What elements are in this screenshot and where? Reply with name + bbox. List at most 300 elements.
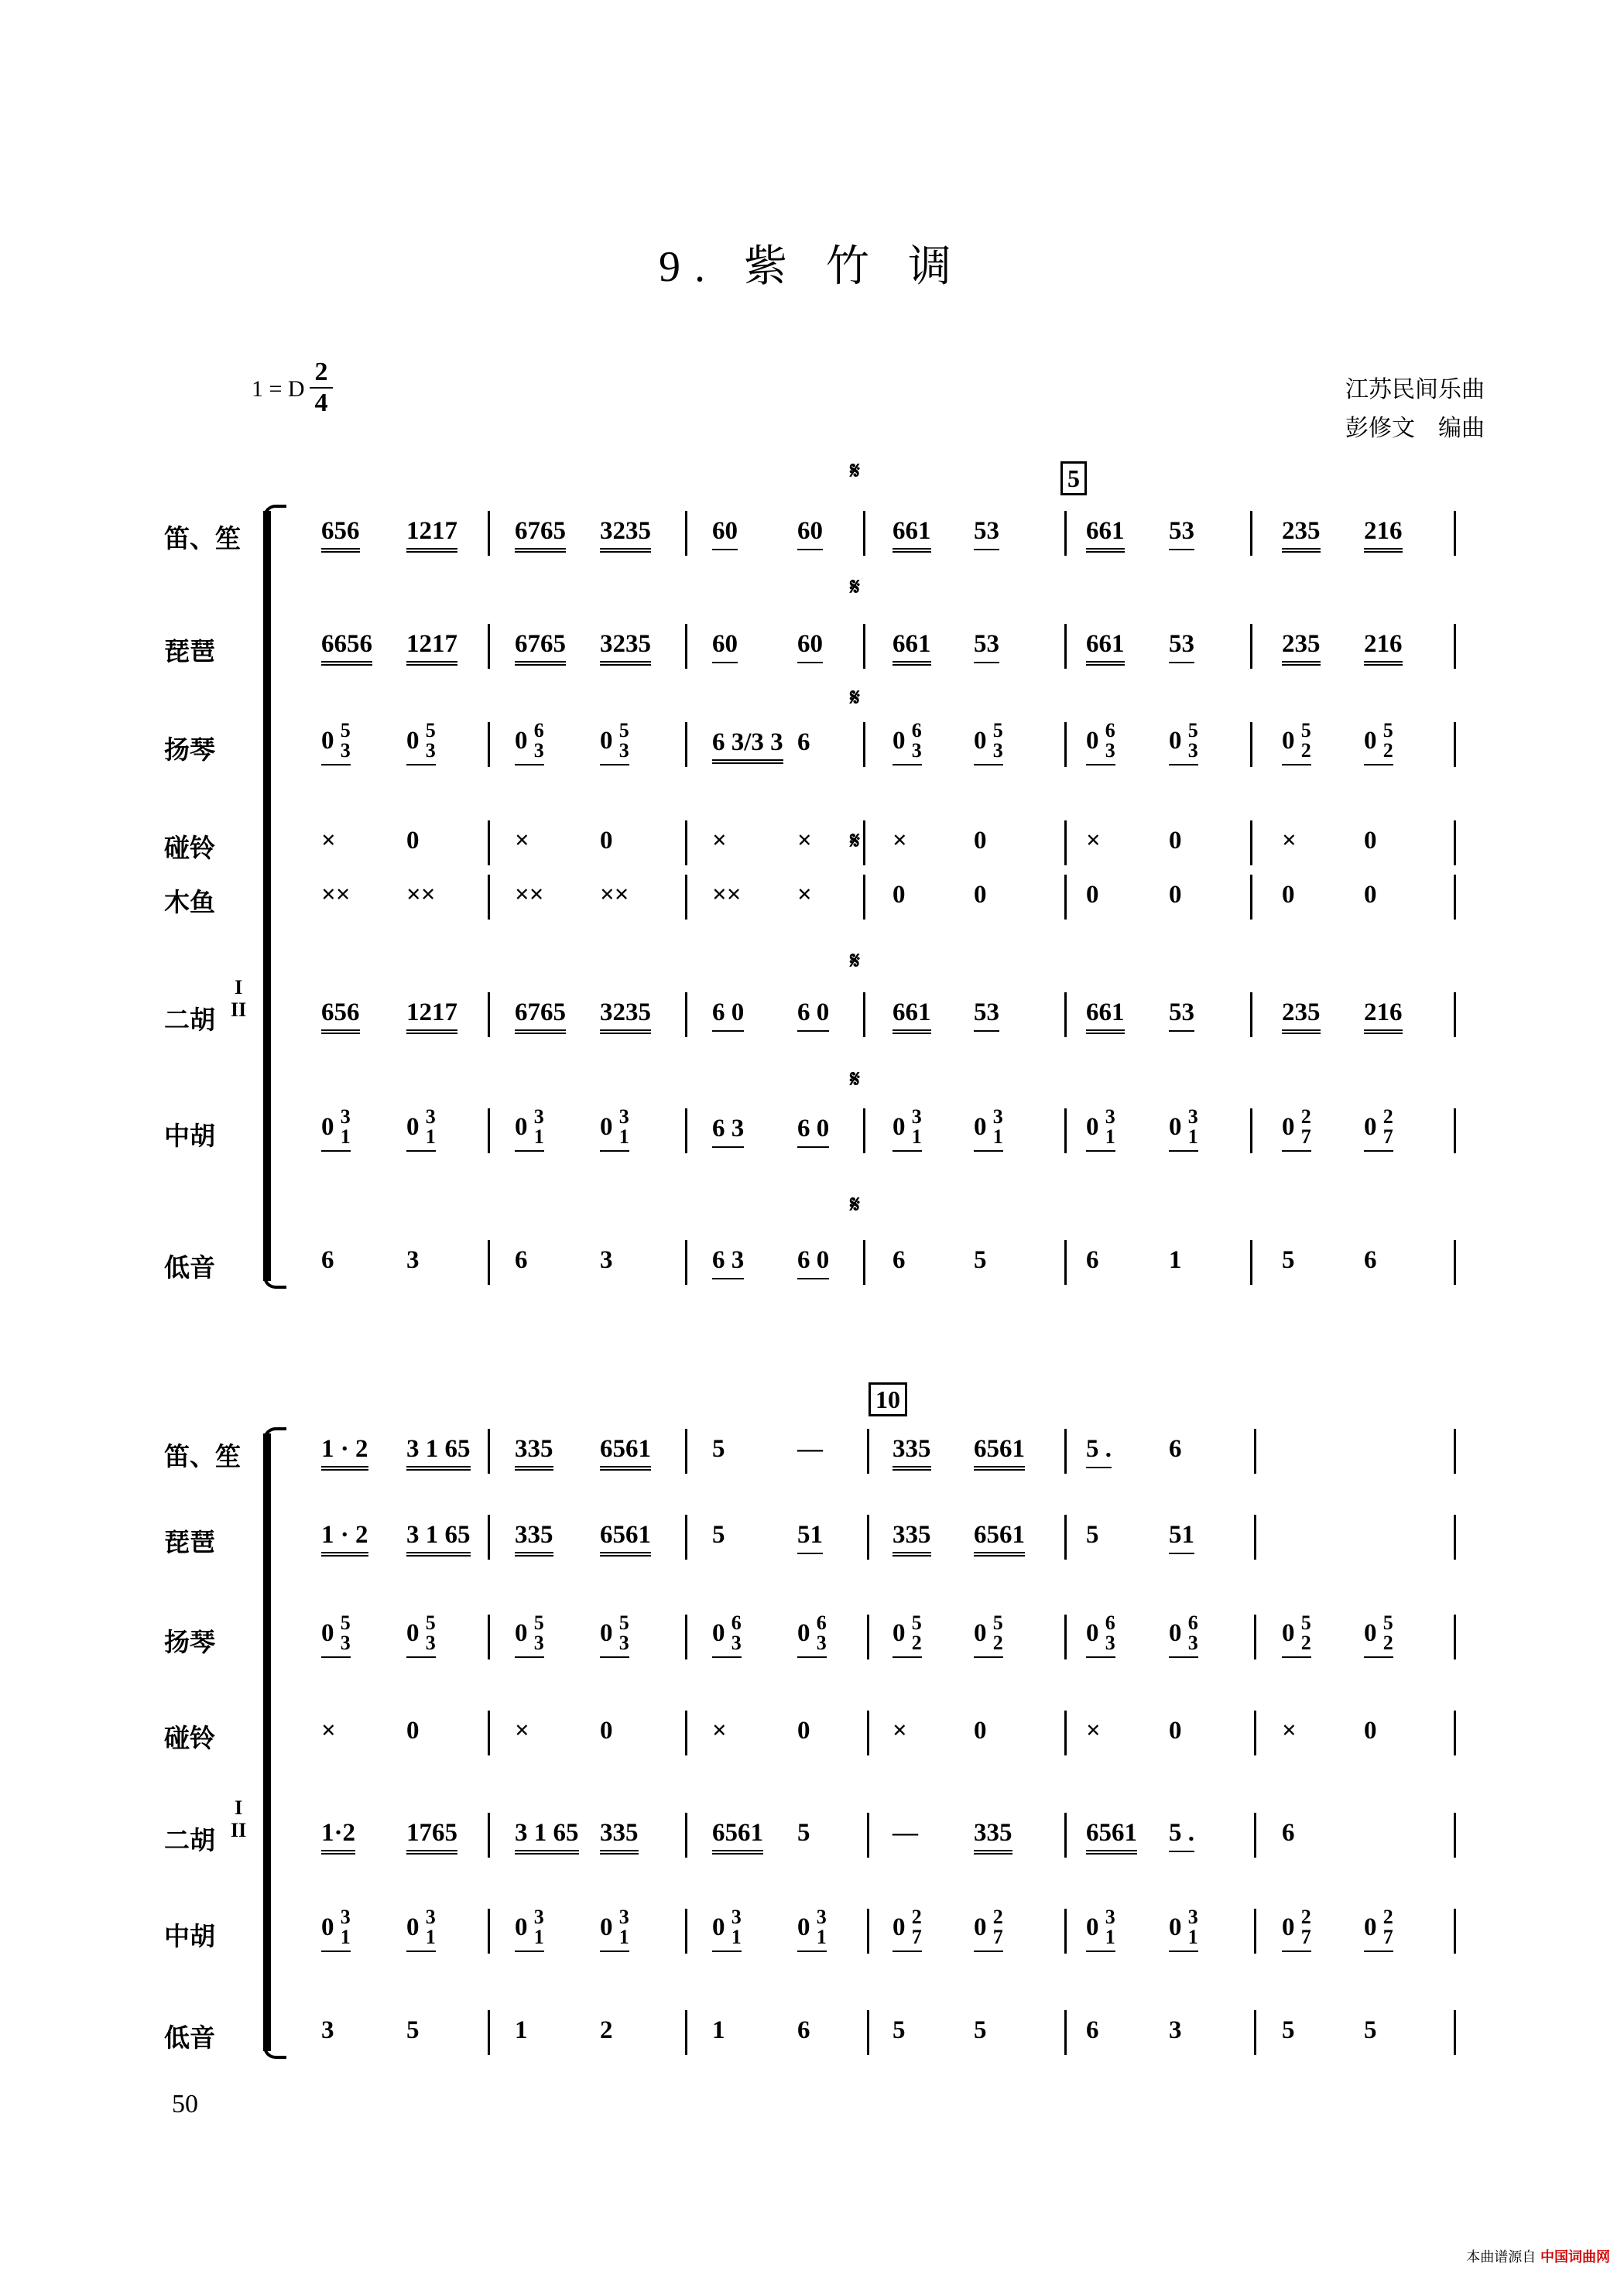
note-cell: 0 5 3 (321, 1613, 351, 1658)
note-cell: 5 (1282, 2016, 1295, 2044)
barline (863, 875, 865, 920)
barline (1454, 1711, 1456, 1755)
note-cell: 6561 (974, 1435, 1025, 1471)
barline (1254, 2010, 1256, 2055)
note-cell: 60 (712, 517, 738, 550)
note-cell: 0 3 1 (1169, 1107, 1198, 1152)
note-cell: 1 (515, 2016, 528, 2044)
note-cell: 5 (406, 2016, 420, 2044)
barline (685, 624, 687, 669)
note-cell: 6 0 (797, 1246, 829, 1279)
barline (488, 511, 490, 556)
note-cell: — (893, 1819, 918, 1847)
note-cell: 5 (974, 2016, 987, 2044)
note-cell: 6656 (321, 630, 372, 666)
instrument-label: 二胡 (164, 1005, 215, 1035)
barline (1064, 992, 1067, 1037)
page-number: 50 (172, 2090, 198, 2118)
note-cell: 5 . (1086, 1435, 1112, 1468)
note-cell: 53 (1169, 517, 1194, 550)
barline (1454, 722, 1456, 767)
note-cell: 0 (893, 881, 906, 909)
barline (1454, 820, 1456, 865)
note-cell: 0 3 1 (712, 1907, 742, 1952)
barline (685, 722, 687, 767)
note-cell: 656 (321, 998, 360, 1034)
barline (488, 1711, 490, 1755)
note-cell: 0 3 1 (974, 1107, 1003, 1152)
segno-mark: 𝄋 (850, 1192, 860, 1218)
note-cell: 60 (797, 630, 823, 663)
note-cell: × (321, 827, 336, 855)
instrument-label: 低音 (164, 1252, 215, 1283)
note-cell: 0 5 3 (1169, 721, 1198, 765)
barline (863, 1108, 865, 1153)
note-cell: 0 5 3 (600, 1613, 629, 1658)
note-cell: × (1282, 1717, 1297, 1745)
rehearsal-mark-10: 10 (869, 1382, 907, 1416)
note-cell: 0 (1364, 827, 1377, 855)
note-cell: 0 2 7 (1364, 1107, 1393, 1152)
note-cell: 0 3 1 (1169, 1907, 1198, 1952)
note-cell: 6765 (515, 998, 566, 1034)
note-cell: ×× (515, 881, 544, 909)
note-cell: 0 5 2 (974, 1613, 1003, 1658)
barline (1254, 1429, 1256, 1474)
note-cell: 0 5 2 (1282, 1613, 1311, 1658)
barline (863, 722, 865, 767)
barline (488, 1615, 490, 1659)
note-cell: × (1086, 1717, 1101, 1745)
note-cell: 0 5 2 (1364, 1613, 1393, 1658)
barline (1254, 1711, 1256, 1755)
barline (1254, 1515, 1256, 1560)
barline (685, 1615, 687, 1659)
note-cell: 0 6 3 (515, 721, 544, 765)
note-cell: 0 (974, 881, 987, 909)
part-numerals: I II (231, 1796, 247, 1841)
barline (1254, 1813, 1256, 1858)
note-cell: 3 1 65 (406, 1521, 471, 1557)
barline (1250, 624, 1252, 669)
note-cell: 6561 (600, 1435, 651, 1471)
barline (1454, 1515, 1456, 1560)
arranger-credit: 彭修文 编曲 (1345, 415, 1485, 442)
instrument-label: 扬琴 (164, 735, 215, 765)
note-cell: 0 (974, 827, 987, 855)
note-cell: 0 2 7 (893, 1907, 922, 1952)
barline (488, 624, 490, 669)
barline (1064, 1615, 1067, 1659)
note-cell: 5 . (1169, 1819, 1194, 1852)
note-cell: 0 6 3 (893, 721, 922, 765)
note-cell: 0 (974, 1717, 987, 1745)
barline (685, 820, 687, 865)
footer-watermark (1466, 2246, 1610, 2266)
barline (1250, 722, 1252, 767)
note-cell: 0 6 3 (1086, 721, 1115, 765)
barline (1250, 992, 1252, 1037)
note-cell: 3 1 65 (406, 1435, 471, 1471)
barline (685, 1240, 687, 1285)
note-cell: 0 (600, 827, 613, 855)
note-cell: 335 (515, 1435, 553, 1471)
note-cell: 0 3 1 (406, 1107, 436, 1152)
note-cell: 5 (1282, 1246, 1295, 1274)
note-cell: 0 (406, 1717, 420, 1745)
barline (1064, 2010, 1067, 2055)
barline (1064, 820, 1067, 865)
note-cell: 0 2 7 (1282, 1107, 1311, 1152)
barline (685, 875, 687, 920)
instrument-label: 琵琶 (164, 636, 215, 666)
note-cell: 5 (712, 1521, 725, 1549)
note-cell: 1 · 2 (321, 1521, 368, 1557)
instrument-label: 笛、笙 (164, 523, 241, 553)
barline (488, 1108, 490, 1153)
barline (867, 1909, 869, 1954)
instrument-label: 二胡 (164, 1825, 215, 1855)
note-cell: × (515, 1717, 529, 1745)
note-cell: 6 3/3 3 (712, 728, 783, 764)
note-cell: 3 (321, 2016, 334, 2044)
note-cell: ×× (712, 881, 742, 909)
bracket-hook-top (263, 505, 286, 517)
note-cell: 3 (600, 1246, 613, 1274)
note-cell: 0 5 3 (600, 721, 629, 765)
note-cell: × (893, 1717, 907, 1745)
barline (1454, 2010, 1456, 2055)
note-cell: 6 3 (712, 1246, 744, 1279)
note-cell: × (1282, 827, 1297, 855)
note-cell: 2 (600, 2016, 613, 2044)
barline (1064, 1108, 1067, 1153)
note-cell: 0 5 3 (515, 1613, 544, 1658)
instrument-label: 低音 (164, 2022, 215, 2053)
barline (1454, 1108, 1456, 1153)
barline (488, 1909, 490, 1954)
note-cell: 6561 (1086, 1819, 1137, 1855)
note-cell: 6561 (600, 1521, 651, 1557)
note-cell: 6 (797, 2016, 810, 2044)
note-cell: × (797, 827, 812, 855)
barline (867, 1615, 869, 1659)
instrument-label: 碰铃 (164, 1723, 215, 1753)
note-cell: 5 (797, 1819, 810, 1847)
note-cell: 0 5 3 (406, 721, 436, 765)
note-cell: 53 (1169, 630, 1194, 663)
note-cell: 6561 (974, 1521, 1025, 1557)
note-cell: 5 (712, 1435, 725, 1463)
note-cell: 335 (974, 1819, 1012, 1855)
barline (1250, 820, 1252, 865)
note-cell: 6 3 (712, 1115, 744, 1148)
note-cell: 1 (1169, 1246, 1182, 1274)
barline (488, 722, 490, 767)
barline (685, 1711, 687, 1755)
barline (685, 992, 687, 1037)
note-cell: 3 (1169, 2016, 1182, 2044)
note-cell: 216 (1364, 998, 1403, 1034)
instrument-label: 笛、笙 (164, 1441, 241, 1471)
note-cell: 6 (797, 728, 810, 756)
note-cell: × (1086, 827, 1101, 855)
note-cell: 6765 (515, 517, 566, 553)
note-cell: 0 3 1 (600, 1107, 629, 1152)
note-cell: 3235 (600, 630, 651, 666)
note-cell: 0 3 1 (515, 1107, 544, 1152)
note-cell: 0 2 7 (1364, 1907, 1393, 1952)
note-cell: 6 0 (797, 1115, 829, 1148)
note-cell: 335 (600, 1819, 639, 1855)
barline (1064, 875, 1067, 920)
note-cell: 6 (321, 1246, 334, 1274)
note-cell: 0 5 3 (321, 721, 351, 765)
note-cell: 0 3 1 (515, 1907, 544, 1952)
note-cell: ×× (600, 881, 629, 909)
segno-mark: 𝄋 (850, 948, 860, 974)
note-cell: 0 3 1 (797, 1907, 827, 1952)
note-cell: 60 (797, 517, 823, 550)
segno-mark: 𝄋 (850, 574, 860, 600)
barline (685, 1108, 687, 1153)
note-cell: 0 5 2 (1364, 721, 1393, 765)
barline (863, 1240, 865, 1285)
note-cell: 0 5 3 (974, 721, 1003, 765)
note-cell: 6 (1169, 1435, 1182, 1463)
segno-mark: 𝄋 (850, 1067, 860, 1092)
barline (488, 1515, 490, 1560)
system-bracket (263, 511, 271, 1281)
barline (1064, 1813, 1067, 1858)
bracket-hook-top (263, 1427, 286, 1440)
note-cell: 235 (1282, 630, 1321, 666)
note-cell: 6 0 (712, 998, 744, 1032)
note-cell: 5 (974, 1246, 987, 1274)
note-cell: 0 3 1 (893, 1107, 922, 1152)
note-cell: 6765 (515, 630, 566, 666)
note-cell: 3 (406, 1246, 420, 1274)
instrument-label: 琵琶 (164, 1527, 215, 1557)
note-cell: 335 (515, 1521, 553, 1557)
barline (1454, 1429, 1456, 1474)
barline (1250, 1240, 1252, 1285)
note-cell: 6 (1364, 1246, 1377, 1274)
note-cell: 0 2 7 (974, 1907, 1003, 1952)
barline (1454, 1813, 1456, 1858)
barline (685, 1515, 687, 1560)
note-cell: 0 3 1 (406, 1907, 436, 1952)
note-cell: 216 (1364, 630, 1403, 666)
note-cell: 0 3 1 (321, 1107, 351, 1152)
note-cell: 6 (1086, 1246, 1099, 1274)
barline (1064, 722, 1067, 767)
note-cell: 53 (974, 517, 999, 550)
note-cell: 661 (1086, 630, 1125, 666)
barline (1454, 1615, 1456, 1659)
barline (1454, 875, 1456, 920)
note-cell: 0 6 3 (797, 1613, 827, 1658)
barline (1454, 992, 1456, 1037)
note-cell: 6 (1282, 1819, 1295, 1847)
note-cell: 51 (1169, 1521, 1194, 1554)
instrument-label: 碰铃 (164, 833, 215, 863)
note-cell: 0 6 3 (1086, 1613, 1115, 1658)
barline (1250, 511, 1252, 556)
note-cell: 6 (515, 1246, 528, 1274)
barline (863, 511, 865, 556)
barline (1254, 1615, 1256, 1659)
note-cell: 0 (1169, 881, 1182, 909)
barline (685, 1813, 687, 1858)
note-cell: 1 (712, 2016, 725, 2044)
note-cell: 0 5 3 (406, 1613, 436, 1658)
note-cell: 5 (1086, 1521, 1099, 1549)
note-cell: 0 (1364, 881, 1377, 909)
note-cell: 0 (1169, 827, 1182, 855)
instrument-label: 中胡 (164, 1121, 215, 1151)
note-cell: 5 (1364, 2016, 1377, 2044)
barline (488, 1429, 490, 1474)
part-numerals: I II (231, 976, 247, 1021)
barline (488, 1813, 490, 1858)
note-cell: 0 5 2 (1282, 721, 1311, 765)
note-cell: 53 (974, 630, 999, 663)
barline (488, 992, 490, 1037)
page-title: 9. 紫 竹 调 (659, 243, 965, 291)
note-cell: 0 2 7 (1282, 1907, 1311, 1952)
note-cell: 0 6 3 (1169, 1613, 1198, 1658)
note-cell: 1217 (406, 517, 457, 553)
note-cell: × (893, 827, 907, 855)
note-cell: 1 · 2 (321, 1435, 368, 1471)
barline (867, 2010, 869, 2055)
rehearsal-mark-5: 5 (1060, 461, 1087, 495)
note-cell: 656 (321, 517, 360, 553)
note-cell: 0 3 1 (600, 1907, 629, 1952)
note-cell: 3235 (600, 517, 651, 553)
barline (1064, 624, 1067, 669)
origin-credit: 江苏民间乐曲 (1345, 376, 1485, 403)
note-cell: 1217 (406, 630, 457, 666)
key-signature: 1 = D (252, 376, 305, 402)
segno-mark: 𝄋 (850, 828, 860, 854)
note-cell: 0 (1086, 881, 1099, 909)
note-cell: — (797, 1435, 823, 1463)
note-cell: ×× (321, 881, 351, 909)
barline (1454, 1909, 1456, 1954)
footer-source: 本曲谱源自 (1466, 2249, 1537, 2266)
note-cell: 0 (1364, 1717, 1377, 1745)
note-cell: 60 (712, 630, 738, 663)
barline (863, 624, 865, 669)
instrument-label: 中胡 (164, 1921, 215, 1951)
note-cell: 51 (797, 1521, 823, 1554)
barline (1250, 875, 1252, 920)
note-cell: ×× (406, 881, 436, 909)
barline (685, 2010, 687, 2055)
note-cell: 0 (1282, 881, 1295, 909)
note-cell: 661 (1086, 517, 1125, 553)
barline (488, 2010, 490, 2055)
note-cell: 1765 (406, 1819, 457, 1855)
time-numerator: 2 (314, 358, 328, 386)
instrument-label: 扬琴 (164, 1627, 215, 1657)
barline (867, 1429, 869, 1474)
note-cell: 661 (1086, 998, 1125, 1034)
note-cell: × (712, 827, 727, 855)
time-denominator: 4 (314, 389, 328, 417)
barline (1064, 1515, 1067, 1560)
note-cell: 0 (797, 1717, 810, 1745)
barline (488, 820, 490, 865)
bracket-hook-bottom (263, 1276, 286, 1289)
barline (863, 992, 865, 1037)
note-cell: 6 0 (797, 998, 829, 1032)
barline (1064, 1429, 1067, 1474)
note-cell: 661 (893, 630, 931, 666)
note-cell: 235 (1282, 517, 1321, 553)
barline (685, 1909, 687, 1954)
system-bracket (263, 1433, 271, 2051)
barline (1064, 1909, 1067, 1954)
note-cell: 0 3 1 (321, 1907, 351, 1952)
instrument-label: 木鱼 (164, 887, 215, 917)
note-cell: 0 3 1 (1086, 1907, 1115, 1952)
barline (685, 511, 687, 556)
bracket-hook-bottom (263, 2046, 286, 2059)
barline (1454, 1240, 1456, 1285)
note-cell: 0 (600, 1717, 613, 1745)
barline (1064, 511, 1067, 556)
barline (1064, 1240, 1067, 1285)
note-cell: 5 (893, 2016, 906, 2044)
note-cell: 6561 (712, 1819, 763, 1855)
note-cell: 335 (893, 1521, 931, 1557)
note-cell: × (515, 827, 529, 855)
note-cell: 1217 (406, 998, 457, 1034)
segno-mark: 𝄋 (850, 458, 860, 484)
note-cell: 53 (974, 998, 999, 1032)
note-cell: 235 (1282, 998, 1321, 1034)
barline (1064, 1711, 1067, 1755)
note-cell: × (797, 881, 812, 909)
barline (867, 1515, 869, 1560)
barline (1454, 511, 1456, 556)
note-cell: 0 5 2 (893, 1613, 922, 1658)
note-cell: 0 (406, 827, 420, 855)
barline (685, 1429, 687, 1474)
note-cell: 6 (1086, 2016, 1099, 2044)
note-cell: 335 (893, 1435, 931, 1471)
note-cell: × (321, 1717, 336, 1745)
barline (1454, 624, 1456, 669)
note-cell: 216 (1364, 517, 1403, 553)
barline (488, 875, 490, 920)
note-cell: 1·2 (321, 1819, 355, 1855)
note-cell: 661 (893, 998, 931, 1034)
note-cell: 0 6 3 (712, 1613, 742, 1658)
barline (1250, 1108, 1252, 1153)
barline (863, 820, 865, 865)
barline (488, 1240, 490, 1285)
note-cell: 661 (893, 517, 931, 553)
note-cell: 3235 (600, 998, 651, 1034)
time-signature (310, 359, 333, 416)
note-cell: 0 (1169, 1717, 1182, 1745)
segno-mark: 𝄋 (850, 685, 860, 711)
note-cell: 3 1 65 (515, 1819, 579, 1855)
